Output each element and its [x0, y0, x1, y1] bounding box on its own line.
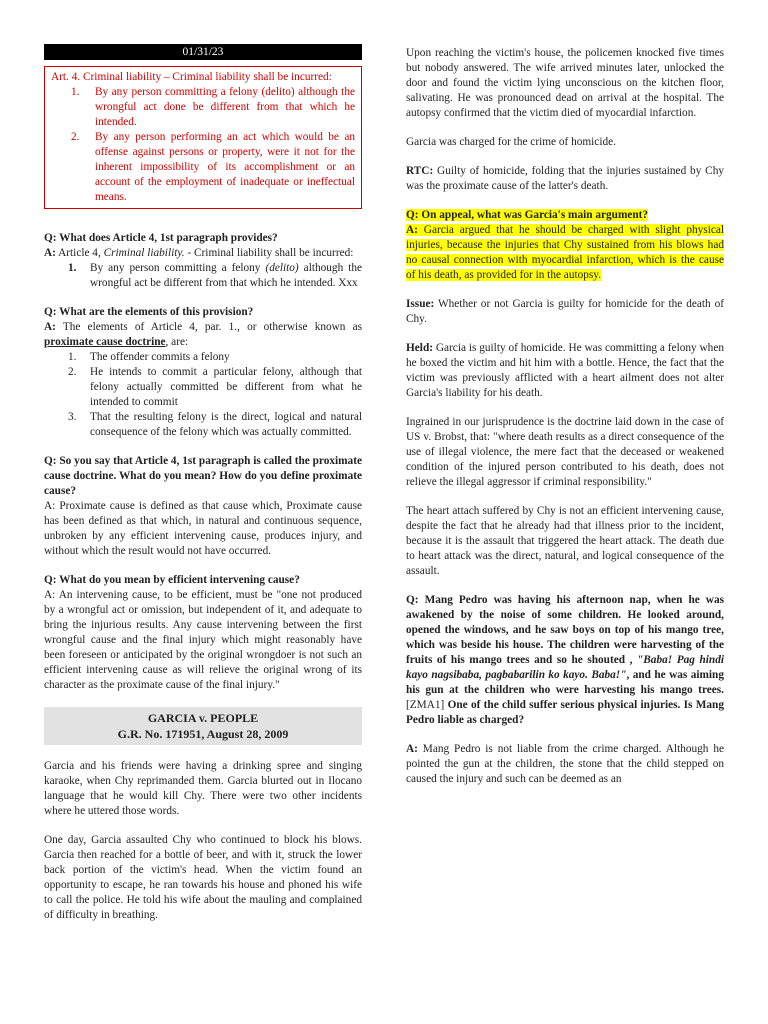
answer: A: Proximate cause is defined as that cause which, Proximate cause has been defined as that which, in natural and continuous sequence, unbroken by any efficient intervening cause, produces injury, and without which the result would not have occurred.: [44, 500, 362, 557]
list-item: 1. By any person committing a felony (delito) although the wrongful act done be different from that which he intended.: [71, 86, 355, 128]
answer: A: An intervening cause, to be efficient, must be "one not produced by a wrongful act or omission, but independent of it, and adequate to bring the injurious results. Any cause intervening between the first wrongful cause and the final injury which might reasonably have been foreseen or anticipated by the original wrongdoer is not such an efficient intervening cause as will relieve the original wrong of its character as the proximate cause of the final injury.": [44, 589, 362, 691]
list-item: 2. He intends to commit a particular felony, although that felony actually committed be different from what he intended to commit: [68, 366, 362, 408]
rtc-ruling: RTC: Guilty of homicide, folding that the injuries sustained by Chy was the proximate cause of the latter's death.: [406, 165, 724, 192]
answer: A: Mang Pedro is not liable from the crime charged. Although he pointed the gun at the children, the stone that the child stepped on caused the injury and such can be deemed as an: [406, 743, 724, 785]
qa-article4: [44, 231, 362, 291]
qa-elements: [44, 305, 362, 440]
list-item: 1. By any person committing a felony (delito) although the wrongful act be different from that which he intended. Xxx: [68, 262, 362, 289]
doctrine-paragraph: Ingrained in our jurisprudence is the doctrine laid down in the case of US v. Brobst, that: "where death results as a direct consequence of the use of illegal violence, the mere fact that the deceased or weakened condition of the injured person contributed to his death, does not relieve the illegal aggressor if criminal responsibility.": [406, 416, 724, 488]
left-column: [44, 44, 362, 923]
article-intro: Art. 4. Criminal liability – Criminal liability shall be incurred:: [51, 71, 332, 83]
case-title: GARCIA v. PEOPLE: [147, 711, 259, 725]
article-list: [51, 85, 355, 205]
qa-proximate-cause: [44, 454, 362, 559]
question: Q: What do you mean by efficient intervening cause?: [44, 574, 300, 586]
facts-paragraph: Upon reaching the victim's house, the policemen knocked five times but nobody answered. The wife arrived minutes later, unlocked the door and found the victim lying unconscious on the kitchen floor, salivating. He was pronounced dead on arrival at the hospital. The autopsy confirmed that the victim died of myocardial infarction.: [406, 47, 724, 119]
question: Q: What does Article 4, 1st paragraph provides?: [44, 232, 278, 244]
article-box: [44, 66, 362, 209]
question: Q: So you say that Article 4, 1st paragraph is called the proximate cause doctrine. What do you mean? How do you define proximate cause?: [44, 455, 362, 497]
held: Held: Garcia is guilty of homicide. He was committing a felony when he boxed the victim and hit him with a bottle. Hence, the fact that the victim was previously afflicted with a heart ailment does not alter Garcia's liability for his death.: [406, 342, 724, 399]
answer: A: Article 4, Criminal liability. - Criminal liability shall be incurred:: [44, 247, 354, 259]
facts-paragraph: Garcia and his friends were having a drinking spree and singing karaoke, when Chy reprimanded them. Garcia blurted out in Ilocano language that he would kill Chy. There were two other incidents where he uttered those words.: [44, 760, 362, 817]
date-header: 01/31/23: [44, 44, 362, 60]
answer: A: The elements of Article 4, par. 1., or otherwise known as proximate cause doctrine, are:: [44, 321, 362, 348]
facts-paragraph: One day, Garcia assaulted Chy who continued to block his blows. Garcia then reached for a bottle of beer, and with it, struck the lower back portion of the victim's head. When the victim found an opportunity to escape, he ran towards his house and phoned his wife to call the police. He told his wife about the mauling and complained of difficulty in breathing.: [44, 834, 362, 921]
facts-paragraph: Garcia was charged for the crime of homicide.: [406, 136, 616, 148]
appeal-qa: [406, 208, 724, 283]
question: Q: Mang Pedro was having his afternoon nap, when he was awakened by the noise of some children. He looked around, opened the windows, and he saw boys on top of his mango tree, which was beside his house. The children were harvesting of the fruits of his mango trees and so he shouted , "Baba! Pag hindi kayo nagsibaba, pagbabarilin ko kayo. Baba!", and he was aiming his gun at the children who were harvesting his mango trees. [ZMA1] One of the child suffer serious physical injuries. Is Mang Pedro liable as charged?: [406, 594, 724, 726]
list-item: 2. By any person performing an act which would be an offense against persons or property, were it not for the inherent impossibility of its accomplishment or an account of the employment of inadequate or ineffectual means.: [71, 131, 355, 203]
list-item: 3. That the resulting felony is the direct, logical and natural consequence of the felony which was actually committed.: [68, 411, 362, 438]
case-heading: [44, 707, 362, 745]
answer: A: Garcia argued that he should be charged with slight physical injuries, because the injuries that Chy sustained from his blows had no causal connection with myocardial infarction, which is the cause of his death, as provided for in the autopsy.: [406, 224, 724, 281]
issue: Issue: Whether or not Garcia is guilty for homicide for the death of Chy.: [406, 298, 724, 325]
case-citation: G.R. No. 171951, August 28, 2009: [117, 727, 289, 741]
qa-intervening-cause: [44, 573, 362, 693]
comment-tag[interactable]: [ZMA1]: [406, 699, 445, 711]
list-item: 1. The offender commits a felony: [68, 351, 230, 363]
right-column: [406, 46, 724, 787]
question: Q: On appeal, what was Garcia's main argument?: [406, 209, 649, 221]
heart-attack-paragraph: The heart attach suffered by Chy is not an efficient intervening cause, despite the fact that he already had that illness prior to the incident, because it is the assault that triggered the heart attack. The death due to heart attack was the direct, natural, and logical consequence of the assault.: [406, 505, 724, 577]
question: Q: What are the elements of this provision?: [44, 306, 254, 318]
